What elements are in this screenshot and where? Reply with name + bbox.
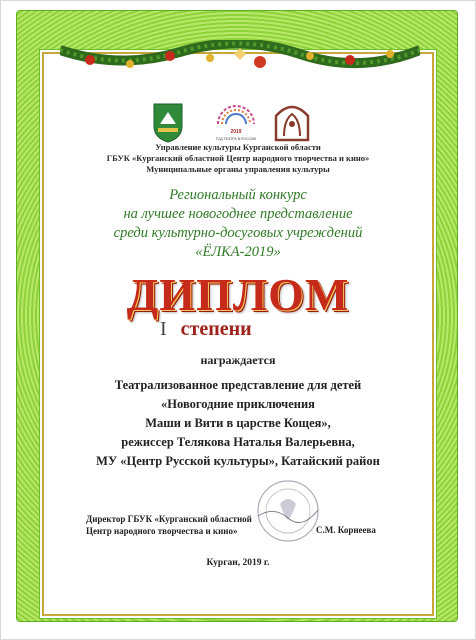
folk-art-center-logo-icon: [270, 100, 314, 144]
christmas-garland-decoration: [60, 40, 420, 86]
awarded-label: награждается: [200, 353, 276, 367]
degree-number: I: [160, 318, 167, 340]
organizer-line-1: Управление культуры Курганской области: [155, 142, 321, 152]
contest-title-block: [60, 186, 416, 262]
recipient-line-3: Маши и Вити в царстве Кощея»,: [145, 416, 331, 430]
degree-line: [160, 318, 252, 341]
logo-row: [146, 100, 326, 144]
diploma-title: ДИПЛОМ: [126, 269, 350, 320]
contest-line-4: «ЁЛКА-2019»: [195, 244, 281, 260]
signatory-title-line-2: Центр народного творчества и кино»: [86, 526, 238, 536]
kurgan-region-emblem-icon: [146, 100, 190, 144]
recipient-line-4: режиссер Телякова Наталья Валерьевна,: [121, 435, 355, 449]
organizer-line-2: ГБУК «Курганский областной Центр народного творчества и кино»: [106, 153, 370, 163]
contest-line-1: Региональный конкурс: [169, 187, 307, 203]
recipient-line-5: МУ «Центр Русской культуры», Катайский район: [96, 454, 380, 468]
contest-line-3: среди культурно-досуговых учреждений: [113, 225, 363, 241]
signatory-title-line-1: Директор ГБУК «Курганский областной: [86, 514, 252, 524]
organizers-block: [60, 142, 416, 175]
recipient-line-1: Театрализованное представление для детей: [114, 378, 362, 392]
logo-caption: ГОД ТЕАТРА В РОССИИ: [215, 137, 257, 141]
signatory-name: С.М. Корнеева: [316, 525, 376, 535]
place-and-date: Курган, 2019 г.: [206, 558, 270, 568]
year-of-theatre-logo-icon: [214, 100, 258, 144]
organizer-line-3: Муниципальные органы управления культуры: [146, 164, 330, 174]
signatory-title: [86, 513, 286, 537]
recipient-line-2: «Новогодние приключения: [161, 397, 315, 411]
logo-year: 2019: [230, 129, 242, 135]
recipient-block: [60, 376, 416, 471]
degree-word: степени: [180, 318, 252, 340]
contest-line-2: на лучшее новогоднее представление: [123, 206, 353, 222]
